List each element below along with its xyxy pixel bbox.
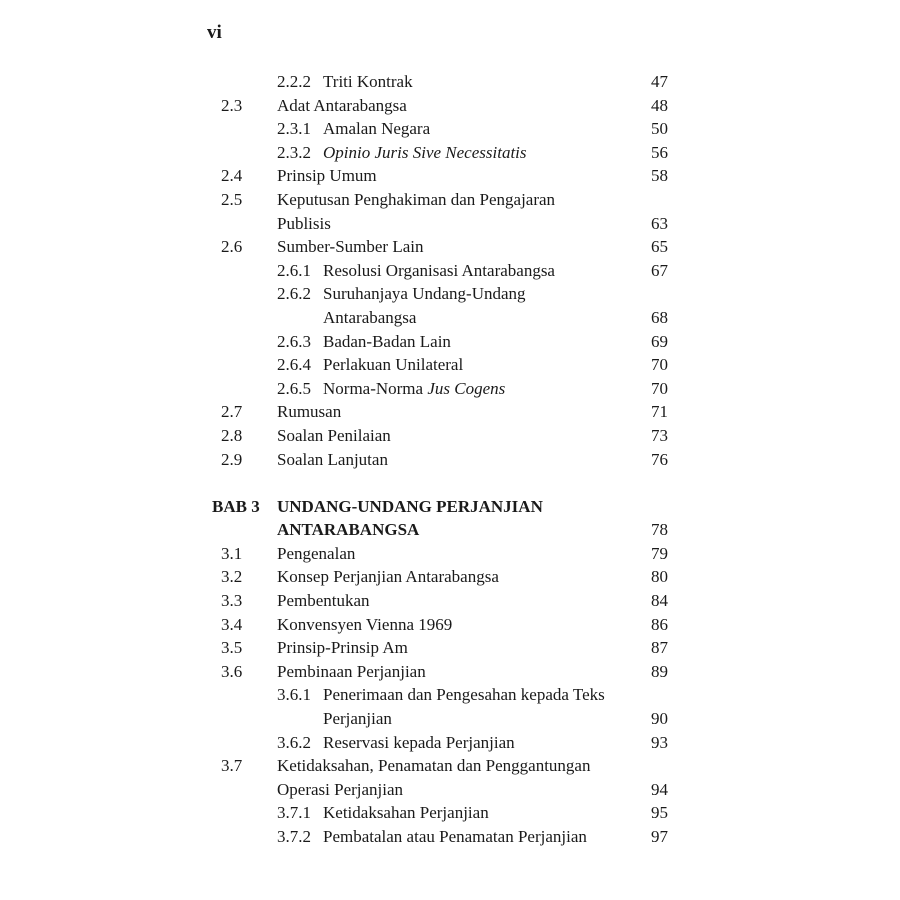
entry-number: 2.4: [221, 166, 243, 186]
toc-entry-2-6-2: [0, 282, 900, 306]
entry-page: 76: [651, 449, 668, 469]
entry-page: 70: [651, 355, 668, 375]
toc-entry-2-4: [0, 164, 900, 188]
entry-title: Adat Antarabangsa: [277, 95, 407, 115]
toc-entry-2-6-3: [0, 330, 900, 354]
entry-page: 58: [651, 166, 668, 186]
page-number: vi: [207, 22, 222, 43]
entry-title-continued: Perjanjian: [323, 709, 392, 729]
entry-number: 3.6.1: [277, 685, 311, 705]
entry-number: 2.5: [221, 189, 243, 209]
entry-page: 84: [651, 591, 668, 611]
entry-title: Keputusan Penghakiman dan Pengajaran: [277, 189, 556, 209]
toc-entry-2-3-2: [0, 141, 900, 165]
entry-title: Opinio Juris Sive Necessitatis: [323, 142, 527, 162]
toc-chapter-3: [0, 495, 900, 519]
entry-title: Rumusan: [277, 402, 342, 422]
entry-title: Prinsip-Prinsip Am: [277, 638, 408, 658]
entry-number: 3.6: [221, 661, 243, 681]
entry-title: Suruhanjaya Undang-Undang: [323, 284, 526, 304]
entry-page: 89: [651, 661, 668, 681]
entry-title: Pembinaan Perjanjian: [277, 661, 426, 681]
entry-number: 2.2.2: [277, 72, 311, 91]
entry-number: 2.3.1: [277, 119, 311, 139]
entry-page: 97: [651, 827, 668, 846]
entry-title: Ketidaksahan Perjanjian: [323, 803, 489, 823]
entry-number: 3.2: [221, 567, 243, 587]
toc-chapter-3-continued: [0, 518, 900, 542]
entry-page: 50: [651, 119, 668, 139]
chapter-number: BAB 3: [212, 496, 260, 516]
entry-number: 2.3: [221, 95, 243, 115]
entry-page: 56: [651, 142, 668, 162]
entry-page: 47: [651, 72, 668, 91]
entry-page: 70: [651, 378, 668, 398]
entry-title-continued: Antarabangsa: [323, 307, 417, 327]
entry-page: 65: [651, 237, 668, 257]
entry-number: 2.3.2: [277, 142, 311, 162]
entry-title: Amalan Negara: [323, 119, 431, 139]
entry-number: 3.3: [221, 591, 243, 611]
entry-title: Konsep Perjanjian Antarabangsa: [277, 567, 499, 587]
entry-page: 79: [651, 543, 668, 563]
toc-entry-2-8: [0, 424, 900, 448]
entry-page: 68: [651, 307, 668, 327]
entry-page: 87: [651, 638, 668, 658]
entry-page: 73: [651, 425, 668, 445]
toc-entry-3-1: [0, 542, 900, 566]
toc-entry-3-7-1: [0, 801, 900, 825]
entry-title: Penerimaan dan Pengesahan kepada Teks: [323, 685, 605, 705]
entry-page: 94: [651, 779, 668, 799]
entry-page: 86: [651, 614, 668, 634]
toc-entry-3-2: [0, 565, 900, 589]
entry-title: [323, 377, 505, 401]
entry-page: 71: [651, 402, 668, 422]
entry-title: Soalan Lanjutan: [277, 449, 388, 469]
entry-title: Soalan Penilaian: [277, 425, 391, 445]
entry-number: 2.6: [221, 237, 243, 257]
entry-title: Konvensyen Vienna 1969: [277, 614, 453, 634]
toc-entry-2-6-1: [0, 259, 900, 283]
entry-page: 69: [651, 331, 668, 351]
entry-title: Perlakuan Unilateral: [323, 355, 464, 375]
entry-number: 2.7: [221, 402, 243, 422]
toc-entry-2-3: [0, 94, 900, 118]
entry-title: Resolusi Organisasi Antarabangsa: [323, 260, 555, 280]
toc-entry-2-2-2: [0, 70, 900, 94]
toc-entry-3-5: [0, 636, 900, 660]
toc-entry-2-3-1: [0, 117, 900, 141]
toc-entry-3-6: [0, 660, 900, 684]
entry-title: Triti Kontrak: [323, 72, 413, 91]
chapter-page: 78: [651, 520, 668, 540]
entry-number: 3.6.2: [277, 732, 311, 752]
entry-title-italic: Jus Cogens: [427, 378, 506, 398]
entry-title: Badan-Badan Lain: [323, 331, 451, 351]
entry-number: 3.1: [221, 543, 243, 563]
entry-page: 67: [651, 260, 668, 280]
toc-entry-2-9: [0, 448, 900, 472]
entry-page: 90: [651, 709, 668, 729]
toc-entry-2-5: [0, 188, 900, 212]
entry-number: 3.7.2: [277, 827, 311, 846]
entry-title: Reservasi kepada Perjanjian: [323, 732, 515, 752]
toc-entry-3-4: [0, 613, 900, 637]
toc-entry-3-7-2: [0, 825, 900, 849]
toc-entry-3-6-2: [0, 731, 900, 755]
entry-title: Pembentukan: [277, 591, 370, 611]
toc-entry-3-7-continued: [0, 778, 900, 802]
toc-entry-2-7: [0, 400, 900, 424]
toc-entry-2-5-continued: [0, 212, 900, 236]
entry-number: 2.9: [221, 449, 243, 469]
toc-entry-3-3: [0, 589, 900, 613]
entry-number: 2.6.3: [277, 331, 311, 351]
toc-entry-3-6-1-continued: [0, 707, 900, 731]
entry-page: 48: [651, 95, 668, 115]
entry-title-plain: Norma-Norma: [323, 378, 428, 398]
entry-title: Prinsip Umum: [277, 166, 377, 186]
entry-number: 2.8: [221, 425, 243, 445]
entry-number: 2.6.1: [277, 260, 311, 280]
toc-entry-2-6-5: [0, 377, 900, 401]
entry-page: 80: [651, 567, 668, 587]
entry-title-continued: Publisis: [277, 213, 331, 233]
chapter-title-continued: ANTARABANGSA: [277, 520, 420, 540]
entry-number: 2.6.5: [277, 378, 311, 398]
entry-page: 95: [651, 803, 668, 823]
entry-title: Pembatalan atau Penamatan Perjanjian: [323, 827, 587, 846]
entry-number: 3.4: [221, 614, 243, 634]
entry-title: Ketidaksahan, Penamatan dan Penggantungan: [277, 756, 591, 776]
chapter-title: UNDANG-UNDANG PERJANJIAN: [277, 496, 543, 516]
entry-number: 3.7.1: [277, 803, 311, 823]
entry-title-continued: Operasi Perjanjian: [277, 779, 404, 799]
entry-title: Sumber-Sumber Lain: [277, 237, 424, 257]
toc-entry-2-6: [0, 235, 900, 259]
toc-entry-3-6-1: [0, 683, 900, 707]
section-gap: [0, 471, 900, 495]
toc-entry-2-6-4: [0, 353, 900, 377]
entry-number: 3.7: [221, 756, 243, 776]
entry-page: 93: [651, 732, 668, 752]
toc-entry-2-6-2-continued: [0, 306, 900, 330]
entry-number: 3.5: [221, 638, 243, 658]
table-of-contents: [0, 70, 900, 849]
entry-number: 2.6.4: [277, 355, 311, 375]
entry-page: 63: [651, 213, 668, 233]
entry-number: 2.6.2: [277, 284, 311, 304]
entry-title: Pengenalan: [277, 543, 356, 563]
toc-entry-3-7: [0, 754, 900, 778]
